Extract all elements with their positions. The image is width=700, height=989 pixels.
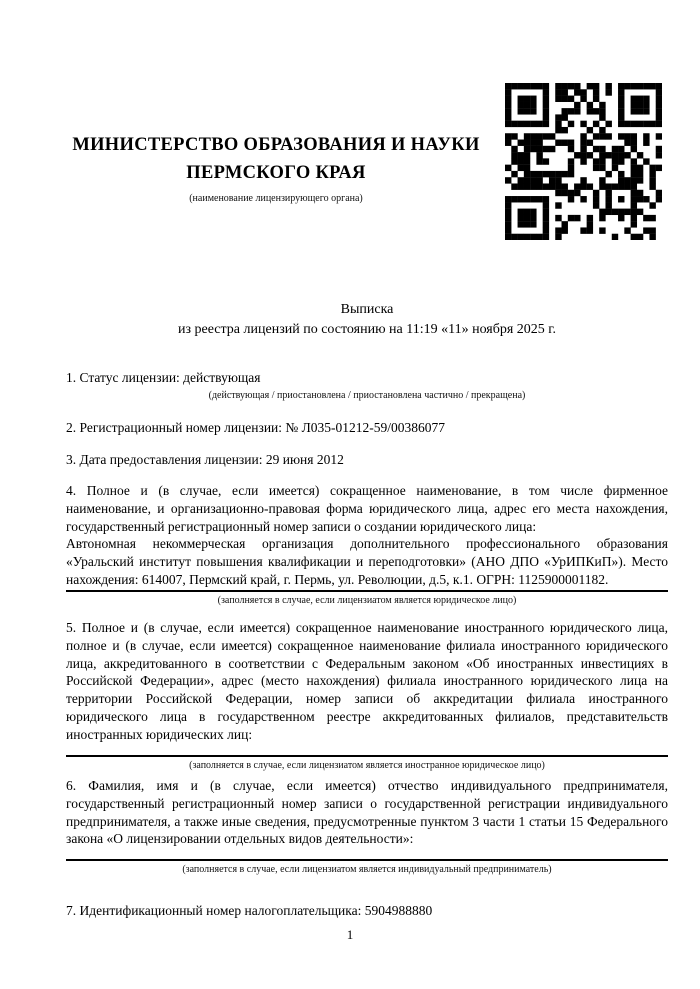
document-title-line2: из реестра лицензий по состоянию на 11:19 «11» ноября 2025 г. — [178, 322, 556, 337]
page-number: 1 — [346, 927, 354, 942]
item-4-fill-line — [66, 590, 668, 592]
item-4-legal-entity — [66, 482, 668, 607]
item-5-fill-line — [66, 755, 668, 757]
item-1-text: 1. Статус лицензии: действующая — [66, 370, 261, 385]
item-3-text: 3. Дата предоставления лицензии: 29 июня 2012 — [66, 452, 344, 467]
item-3-license-date — [66, 451, 668, 469]
item-5-empty-value — [66, 744, 668, 754]
item-2-text: 2. Регистрационный номер лицензии: № Л035-01212-59/00386077 — [66, 420, 446, 435]
ministry-name-line2: ПЕРМСКОГО КРАЯ — [186, 163, 366, 183]
item-4-text: 4. Полное и (в случае, если имеется) сокращенное наименование, в том числе фирменное наименование, и организационно-правовая форма юридического лица, адрес его места нахождения, государственный регистрационный номер записи о создании юридического лица: — [66, 483, 668, 534]
item-5-note: (заполняется в случае, если лицензиатом является иностранное юридическое лицо) — [189, 759, 545, 771]
item-1-license-status — [66, 369, 668, 402]
item-4-value: Автономная некоммерческая организация дополнительного профессионального образования «Уральский институт повышения квалификации и переподготовки» (АНО ДПО «УрИПКиП»). Место нахождения: 614007, Пермский край, г. Пермь, ул. Революции, д.5, к.1. ОГРН: 1125900001182. — [66, 536, 668, 587]
item-4-note: (заполняется в случае, если лицензиатом является юридическое лицо) — [217, 594, 517, 606]
item-2-registration-number — [66, 419, 668, 437]
item-6-text: 6. Фамилия, имя и (в случае, если имеется) отчество индивидуального предпринимателя, государственный регистрационный номер записи о государственной регистрации индивидуального предпринимателя, а также иные сведения, предусмотренные пунктом 3 части 1 статьи 15 Федерального закона «О лицензировании отдельных видов деятельности»: — [66, 778, 668, 847]
item-1-note: (действующая / приостановлена / приостановлена частично / прекращена) — [208, 389, 526, 401]
licensing-authority-block — [66, 131, 486, 205]
document-title-line1: Выписка — [340, 302, 394, 317]
qr-code — [505, 83, 662, 240]
item-6-fill-line — [66, 859, 668, 861]
item-5-text: 5. Полное и (в случае, если имеется) сокращенное наименование иностранного юридического лица, полное и (в случае, если имеется) сокращенное наименование филиала иностранного юридического лица, аккредитованного в соответствии с Федеральным законом «Об иностранных инвестициях в Российской Федерации», адрес (место нахождения) филиала иностранного юридического лица на территории Российской Федерации, номер записи об аккредитации филиала иностранного юридического лица в государственном реестре аккредитованных филиалов, представительств иностранных юридических лиц: — [66, 620, 668, 742]
item-7-taxpayer-number — [66, 902, 668, 920]
item-6-note: (заполняется в случае, если лицензиатом является индивидуальный предприниматель) — [182, 864, 552, 876]
ministry-name-line1: МИНИСТЕРСТВО ОБРАЗОВАНИЯ И НАУКИ — [72, 135, 480, 155]
document-title — [66, 300, 668, 340]
item-6-empty-value — [66, 848, 668, 858]
item-5-foreign-entity — [66, 619, 668, 772]
item-7-text: 7. Идентификационный номер налогоплательщика: 5904988880 — [66, 903, 433, 918]
item-6-individual-entrepreneur — [66, 777, 668, 876]
ministry-caption: (наименование лицензирующего органа) — [189, 193, 363, 204]
